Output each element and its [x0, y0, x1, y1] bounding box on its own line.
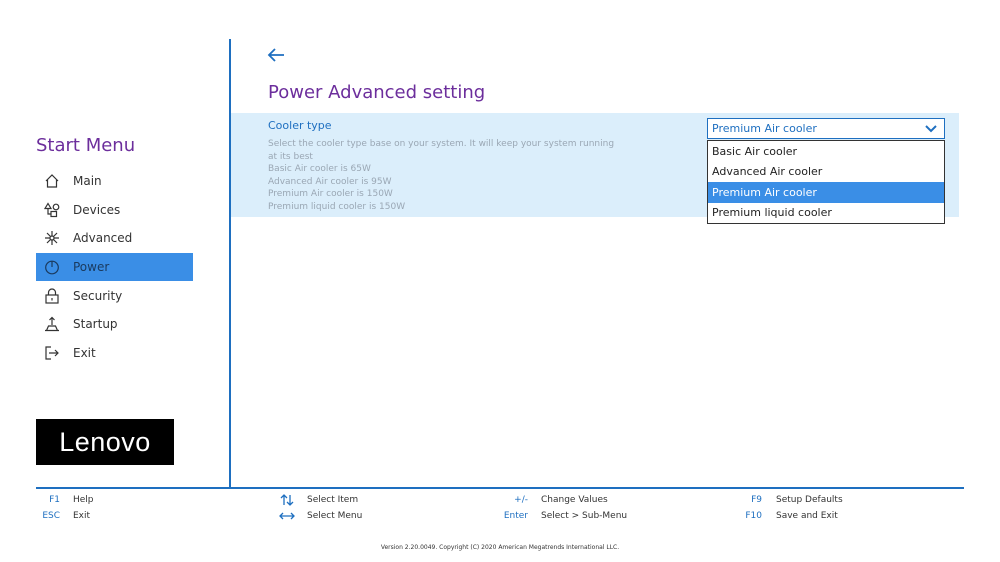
dropdown-option-premium-liquid-cooler[interactable]: Premium liquid cooler — [712, 206, 832, 220]
sidebar-item-label: Security — [73, 289, 123, 303]
select-item-label: Select Item — [307, 495, 359, 505]
back-arrow-icon[interactable] — [266, 45, 286, 65]
advanced-icon — [43, 229, 61, 247]
dropdown-option-basic-air-cooler[interactable]: Basic Air cooler — [712, 144, 798, 158]
help-line: Advanced Air cooler is 95W — [268, 176, 392, 187]
sidebar-item-label: Main — [73, 174, 102, 188]
help-line: Select the cooler type base on your system. It will keep your system running — [268, 139, 615, 149]
help-line: Basic Air cooler is 65W — [268, 164, 371, 174]
select-value: Premium Air cooler — [712, 122, 817, 135]
f10-key: F10 — [745, 511, 762, 521]
vertical-divider — [229, 39, 231, 488]
devices-icon — [43, 201, 61, 219]
lenovo-logo: Lenovo — [36, 419, 174, 465]
home-icon — [43, 172, 61, 190]
lock-icon — [43, 287, 61, 305]
power-icon — [43, 258, 61, 276]
sidebar-item-power[interactable] — [36, 253, 193, 281]
chevron-down-icon — [924, 123, 938, 135]
sidebar-item-label: Power — [73, 260, 110, 274]
exit-icon — [43, 344, 61, 362]
select-menu-label: Select Menu — [307, 511, 363, 521]
esc-key: ESC — [42, 511, 60, 521]
help-line: Premium Air cooler is 150W — [268, 189, 393, 199]
sidebar-item-main[interactable] — [36, 167, 193, 195]
f9-label: Setup Defaults — [776, 495, 843, 505]
horizontal-divider — [36, 487, 964, 489]
sidebar-item-label: Devices — [73, 203, 121, 217]
setting-label: Cooler type — [268, 119, 332, 132]
sidebar-item-label: Startup — [73, 317, 118, 331]
version-text: Version 2.20.0049. Copyright (C) 2020 American Megatrends International LLC. — [380, 544, 620, 551]
setting-help-text — [268, 138, 648, 213]
sidebar-item-label: Advanced — [73, 231, 133, 245]
help-line: at its best — [268, 151, 313, 162]
cooler-type-select[interactable] — [707, 118, 945, 139]
sidebar-item-exit[interactable] — [36, 339, 193, 367]
sidebar-title: Start Menu — [36, 135, 136, 156]
dropdown-option-premium-air-cooler[interactable]: Premium Air cooler — [708, 182, 944, 203]
left-right-arrows-icon — [279, 510, 295, 522]
sidebar-item-startup[interactable] — [36, 310, 193, 338]
f1-key: F1 — [49, 495, 60, 505]
esc-label: Exit — [73, 511, 91, 521]
f1-label: Help — [73, 495, 94, 505]
enter-label: Select > Sub-Menu — [541, 511, 628, 521]
dropdown-option-advanced-air-cooler[interactable]: Advanced Air cooler — [712, 165, 823, 179]
sidebar-item-advanced[interactable] — [36, 224, 193, 252]
f10-label: Save and Exit — [776, 511, 838, 521]
page-title: Power Advanced setting — [268, 82, 486, 103]
help-line: Premium liquid cooler is 150W — [268, 201, 406, 212]
sidebar-item-label: Exit — [73, 346, 96, 360]
sidebar-item-devices[interactable] — [36, 196, 193, 224]
f9-key: F9 — [751, 495, 762, 505]
up-down-arrows-icon — [279, 494, 295, 506]
cooler-type-dropdown — [707, 140, 945, 224]
enter-key: Enter — [503, 511, 528, 521]
startup-icon — [43, 315, 61, 333]
plusminus-label: Change Values — [541, 495, 608, 505]
sidebar-item-security[interactable] — [36, 282, 193, 310]
plusminus-key: +/- — [514, 495, 528, 505]
